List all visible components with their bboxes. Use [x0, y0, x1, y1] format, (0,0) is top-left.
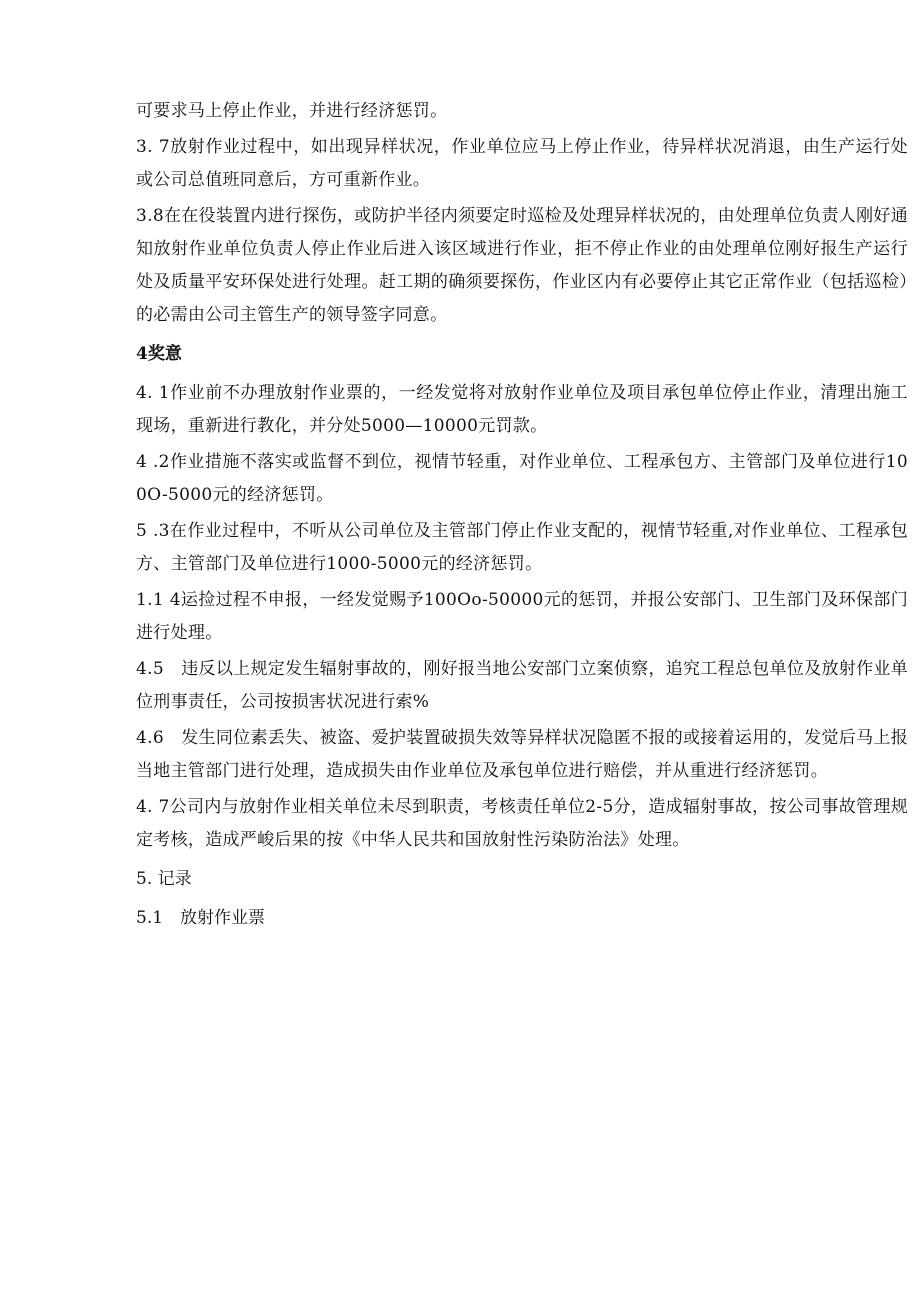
paragraph-3-7: 3. 7放射作业过程中，如出现异样状况，作业单位应马上停止作业，待异样状况消退，由生产运行处或公司总值班同意后，方可重新作业。 — [136, 137, 908, 190]
paragraph-4-5: 4.5 违反以上规定发生辐射事故的，刚好报当地公安部门立案侦察，追究工程总包单位及放射作业单位刑事责任，公司按损害状况进行索% — [136, 659, 908, 712]
section-heading-4: 4奖意 — [136, 344, 182, 364]
paragraph-4-6: 4.6 发生同位素丢失、被盗、爱护装置破损失效等异样状况隐匿不报的或接着运用的，发觉后马上报当地主管部门进行处理，造成损失由作业单位及承包单位进行赔偿，并从重进行经济惩罚。 — [136, 728, 908, 781]
paragraph-4-7: 4. 7公司内与放射作业相关单位未尽到职责，考核责任单位2-5分，造成辐射事故，按公司事故管理规定考核，造成严峻后果的按《中华人民共和国放射性污染防治法》处理。 — [136, 797, 908, 850]
paragraph-5-3: 5 .3在作业过程中，不听从公司单位及主管部门停止作业支配的，视情节轻重,对作业单位、工程承包方、主管部门及单位进行1000-5000元的经济惩罚。 — [136, 521, 908, 574]
paragraph-continuation: 可要求马上停止作业，并进行经济惩罚。 — [136, 101, 448, 121]
paragraph-3-8: 3.8在在役装置内进行探伤，或防护半径内须要定时巡检及处理异样状况的，由处理单位负责人刚好通知放射作业单位负责人停止作业后进入该区域进行作业，拒不停止作业的由处理单位刚好报生产运行处及质量平安环保处进行处理。赶工期的确须要探伤，作业区内有必要停止其它正常作业（包括巡检）的必需由公司主管生产的领导签字同意。 — [136, 206, 908, 325]
paragraph-4-1: 4. 1作业前不办理放射作业票的，一经发觉将对放射作业单位及项目承包单位停止作业，清理出施工现场，重新进行教化，并分处5000—10000元罚款。 — [136, 383, 908, 436]
subsection-heading-5-1: 5.1 放射作业票 — [136, 908, 266, 928]
section-heading-5: 5. 记录 — [136, 869, 192, 889]
document-body — [136, 95, 908, 938]
paragraph-1-14: 1.1 4运捡过程不申报，一经发觉赐予100Oo-50000元的惩罚，并报公安部门、卫生部门及环保部门进行处理。 — [136, 590, 908, 643]
paragraph-4-2: 4 .2作业措施不落实或监督不到位，视情节轻重，对作业单位、工程承包方、主管部门及单位进行100O-5000元的经济惩罚。 — [136, 452, 908, 505]
